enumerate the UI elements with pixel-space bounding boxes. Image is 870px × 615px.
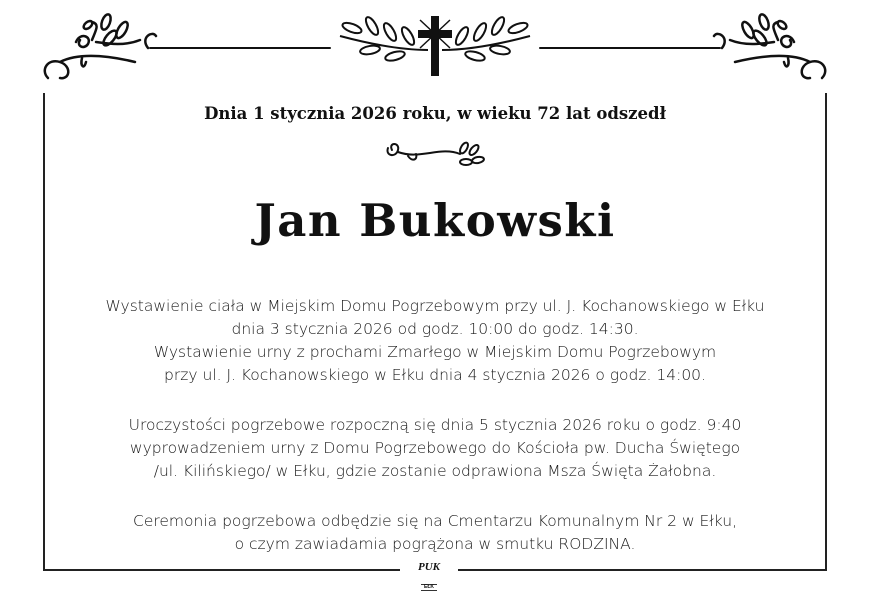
right-flourish-icon — [540, 13, 825, 78]
text-line: /ul. Kilińskiego/ w Ełku, gdzie zostanie odprawiona Msza Święta Żałobna. — [153, 462, 717, 480]
text-line: przy ul. J. Kochanowskiego w Ełku dnia 4 stycznia 2026 o godz. 14:00. — [164, 366, 706, 384]
deceased-name: Jan Bukowski — [254, 194, 616, 247]
logo-main-text: PUK — [418, 561, 440, 573]
divider-sprig-icon — [387, 141, 484, 165]
cross-icon — [418, 16, 452, 76]
paragraph-viewing — [0, 295, 870, 387]
puk-logo — [404, 562, 454, 592]
text-line: wyprowadzeniem urny z Domu Pogrzebowego do Kościoła pw. Ducha Świętego — [129, 439, 741, 457]
left-flourish-icon — [45, 13, 330, 78]
paragraph-ceremony — [0, 414, 870, 483]
frame-bottom-border-left — [43, 569, 400, 571]
text-line: Ceremonia pogrzebowa odbędzie się na Cmentarzu Komunalnym Nr 2 w Ełku, — [133, 512, 737, 530]
frame-bottom-border-right — [458, 569, 827, 571]
text-line: o czym zawiadamia pogrążona w smutku RODZINA. — [234, 535, 636, 553]
text-line: Uroczystości pogrzebowe rozpoczną się dnia 5 stycznia 2026 roku o godz. 9:40 — [128, 416, 742, 434]
death-date-header: Dnia 1 stycznia 2026 roku, w wieku 72 lat odszedł — [204, 104, 666, 123]
paragraph-burial — [0, 510, 870, 556]
top-ornament — [0, 0, 870, 200]
text-line: Wystawienie ciała w Miejskim Domu Pogrzebowym przy ul. J. Kochanowskiego w Ełku — [105, 297, 765, 315]
logo-sub-text: EŁK — [421, 584, 437, 591]
text-line: Wystawienie urny z prochami Zmarłego w Miejskim Domu Pogrzebowym — [153, 343, 717, 361]
text-line: dnia 3 stycznia 2026 od godz. 10:00 do godz. 14:30. — [231, 320, 639, 338]
